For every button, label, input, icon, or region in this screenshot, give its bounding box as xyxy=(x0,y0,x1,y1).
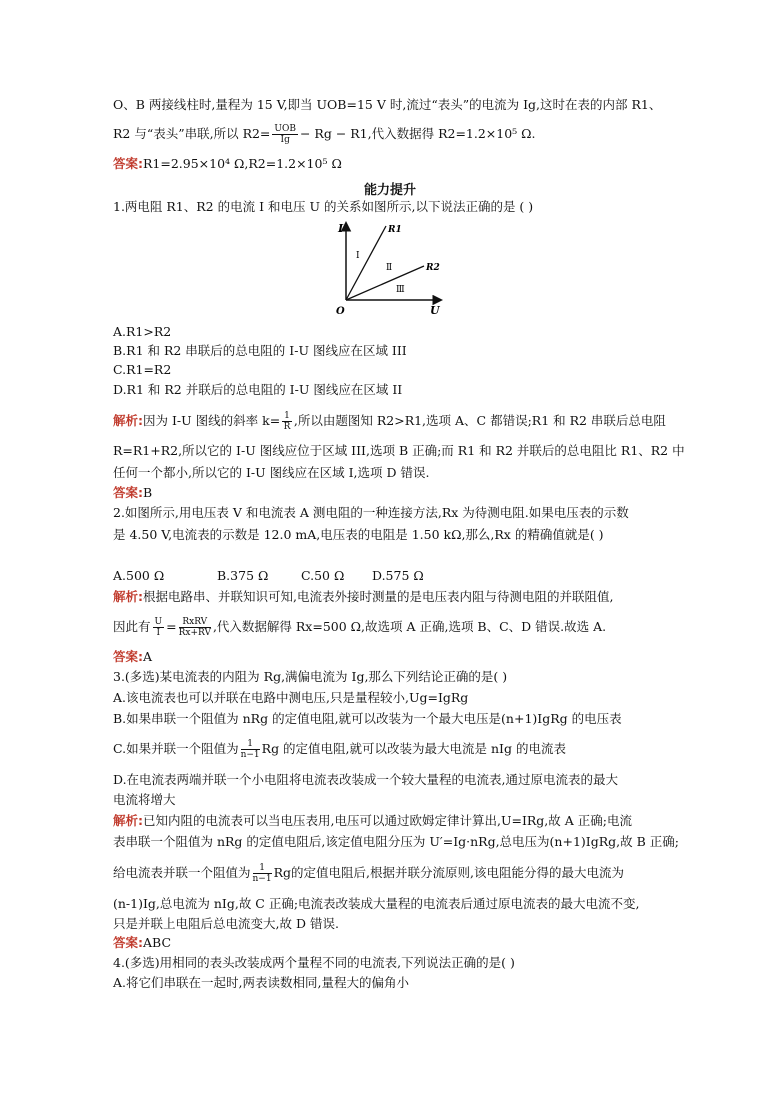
q3-analysis-line-1 xyxy=(113,812,632,830)
fraction-numerator: RxRV xyxy=(179,617,211,628)
q1-option-d: D.R1 和 R2 并联后的总电阻的 I-U 图线应在区域 II xyxy=(113,382,403,397)
q2-option-a: A.500 Ω xyxy=(113,568,165,583)
q4-stem: 4.(多选)用相同的表头改装成两个量程不同的电流表,下列说法正确的是( ) xyxy=(113,955,515,970)
intro-answer xyxy=(113,155,342,173)
q1-option-b: B.R1 和 R2 串联后的总电阻的 I-U 图线应在区域 III xyxy=(113,343,407,358)
analysis-text: 给电流表并联一个阻值为 xyxy=(113,865,251,880)
answer-text: B xyxy=(143,485,153,500)
analysis-text: ,所以由题图知 R2>R1,选项 A、C 都错误;R1 和 R2 串联后总电阻 xyxy=(293,413,666,428)
q1-analysis-line-3: 任何一个都小,所以它的 I-U 图线应在区域 I,选项 D 错误. xyxy=(113,465,430,480)
q1-answer xyxy=(113,484,152,502)
graph-region-3: Ⅲ xyxy=(396,285,405,295)
graph-label-r2: R2 xyxy=(426,263,440,273)
intro-line-2 xyxy=(113,124,536,145)
graph-label-i: I xyxy=(338,222,344,235)
graph-region-2: Ⅱ xyxy=(386,263,393,273)
intro-line-2-pre: R2 与“表头”串联,所以 R2= xyxy=(113,126,271,141)
q3-stem: 3.(多选)某电流表的内阻为 Rg,满偏电流为 Ig,那么下列结论正确的是( ) xyxy=(113,669,508,684)
section-title: 能力提升 xyxy=(363,183,416,198)
graph-label-r1: R1 xyxy=(388,225,402,235)
analysis-text: 因此有 xyxy=(113,619,151,634)
analysis-text: 已知内阻的电流表可以当电压表用,电压可以通过欧姆定律计算出,U=IRg,故 A 正确;电流 xyxy=(143,813,632,828)
q3-option-b: B.如果串联一个阻值为 nRg 的定值电阻,就可以改装为一个最大电压是(n+1)IgRg 的电压表 xyxy=(113,711,622,726)
fraction-denominator: n−1 xyxy=(252,874,272,884)
fraction-numerator: UOB xyxy=(274,124,296,134)
fraction-denominator: I xyxy=(156,628,161,638)
answer-label: 答案: xyxy=(113,156,143,171)
analysis-text: ,代入数据解得 Rx=500 Ω,故选项 A 正确,选项 B、C、D 错误.故选 A. xyxy=(212,619,607,634)
q2-analysis-line-2 xyxy=(113,617,606,638)
graph-label-origin: O xyxy=(336,306,345,317)
fraction-1-n-1 xyxy=(241,739,260,760)
q2-stem-line-1: 2.如图所示,用电压表 V 和电流表 A 测电阻的一种连接方法,Rx 为待测电阻.如果电压表的示数 xyxy=(113,505,629,520)
fraction-uob-ig xyxy=(272,124,298,145)
q2-stem-line-2: 是 4.50 V,电流表的示数是 12.0 mA,电压表的电阻是 1.50 kΩ,那么,Rx 的精确值就是( ) xyxy=(113,527,604,542)
analysis-text: Rg的定值电阻后,根据并联分流原则,该电阻能分得的最大电流为 xyxy=(273,865,624,880)
intro-line-2-post: − Rg − R1,代入数据得 R2=1.2×10⁵ Ω. xyxy=(299,126,536,141)
q3-option-d-line-2: 电流将增大 xyxy=(113,792,176,807)
graph-line-r2 xyxy=(346,266,424,300)
q1-iu-graph xyxy=(330,218,450,318)
graph-label-u: U xyxy=(430,304,440,317)
q2-option-d: D.575 Ω xyxy=(372,568,424,583)
q1-stem: 1.两电阻 R1、R2 的电流 I 和电压 U 的关系如图所示,以下说法正确的是 ( ) xyxy=(113,199,534,214)
q1-analysis-line-1 xyxy=(113,411,666,432)
graph-region-1: Ⅰ xyxy=(356,251,360,261)
analysis-text: 根据电路串、并联知识可知,电流表外接时测量的是电压表内阻与待测电阻的并联阻值, xyxy=(143,589,614,604)
q3-option-d-line-1: D.在电流表两端并联一个小电阻将电流表改装成一个较大量程的电流表,通过原电流表的最大 xyxy=(113,772,619,787)
q2-option-b: B.375 Ω xyxy=(217,568,269,583)
q2-answer xyxy=(113,648,152,666)
fraction-denominator: Rx+RV xyxy=(178,628,211,638)
option-text: Rg 的定值电阻,就可以改装为最大电流是 nIg 的电流表 xyxy=(261,741,566,756)
answer-label: 答案: xyxy=(113,649,143,664)
fraction-u-i xyxy=(153,617,165,638)
q3-analysis-line-2: 表串联一个阻值为 nRg 的定值电阻后,该定值电阻分压为 U′=Ig·nRg,总电压为(n+1)IgRg,故 B 正确; xyxy=(113,834,679,849)
q3-analysis-line-5: 只是并联上电阻后总电流变大,故 D 错误. xyxy=(113,916,339,931)
fraction-parallel-resistance xyxy=(179,617,211,638)
q2-options xyxy=(113,567,424,585)
q2-analysis-line-1 xyxy=(113,588,613,606)
intro-line-1: O、B 两接线柱时,量程为 15 V,即当 UOB=15 V 时,流过“表头”的电流为 Ig,这时在表的内部 R1、 xyxy=(113,97,662,112)
fraction-numerator: U xyxy=(154,617,163,627)
fraction-1-r xyxy=(282,411,292,432)
answer-text: ABC xyxy=(143,935,172,950)
q3-analysis-line-4: (n-1)Ig,总电流为 nIg,故 C 正确;电流表改装成大量程的电流表后通过原电流表的最大电流不变, xyxy=(113,896,640,911)
fraction-denominator: n−1 xyxy=(240,750,260,760)
q2-option-c: C.50 Ω xyxy=(301,568,345,583)
option-text: C.如果并联一个阻值为 xyxy=(113,741,239,756)
analysis-text: 因为 I-U 图线的斜率 k= xyxy=(143,413,281,428)
q3-option-c xyxy=(113,739,566,760)
q1-option-c: C.R1=R2 xyxy=(113,362,172,377)
q3-option-a: A.该电流表也可以并联在电路中测电压,只是量程较小,Ug=IgRg xyxy=(113,690,469,705)
fraction-numerator: 1 xyxy=(253,863,272,874)
answer-text: A xyxy=(143,649,153,664)
answer-label: 答案: xyxy=(113,485,143,500)
answer-label: 答案: xyxy=(113,935,143,950)
fraction-numerator: 1 xyxy=(284,411,290,421)
q3-answer xyxy=(113,934,171,952)
q4-option-a: A.将它们串联在一起时,两表读数相同,量程大的偏角小 xyxy=(113,975,409,990)
fraction-numerator: 1 xyxy=(241,739,260,750)
equals-sign: = xyxy=(166,619,177,634)
analysis-label: 解析: xyxy=(113,813,143,828)
fraction-denominator: Ig xyxy=(280,135,290,145)
q1-option-a: A.R1>R2 xyxy=(113,324,172,339)
fraction-denominator: R xyxy=(283,422,291,432)
graph-line-r1 xyxy=(346,226,386,300)
answer-text: R1=2.95×10⁴ Ω,R2=1.2×10⁵ Ω xyxy=(143,156,342,171)
analysis-label: 解析: xyxy=(113,413,143,428)
q3-analysis-line-3 xyxy=(113,863,624,884)
analysis-label: 解析: xyxy=(113,589,143,604)
q1-analysis-line-2: R=R1+R2,所以它的 I-U 图线应位于区域 III,选项 B 正确;而 R1 和 R2 并联后的总电阻比 R1、R2 中 xyxy=(113,443,685,458)
fraction-1-n-1 xyxy=(253,863,272,884)
